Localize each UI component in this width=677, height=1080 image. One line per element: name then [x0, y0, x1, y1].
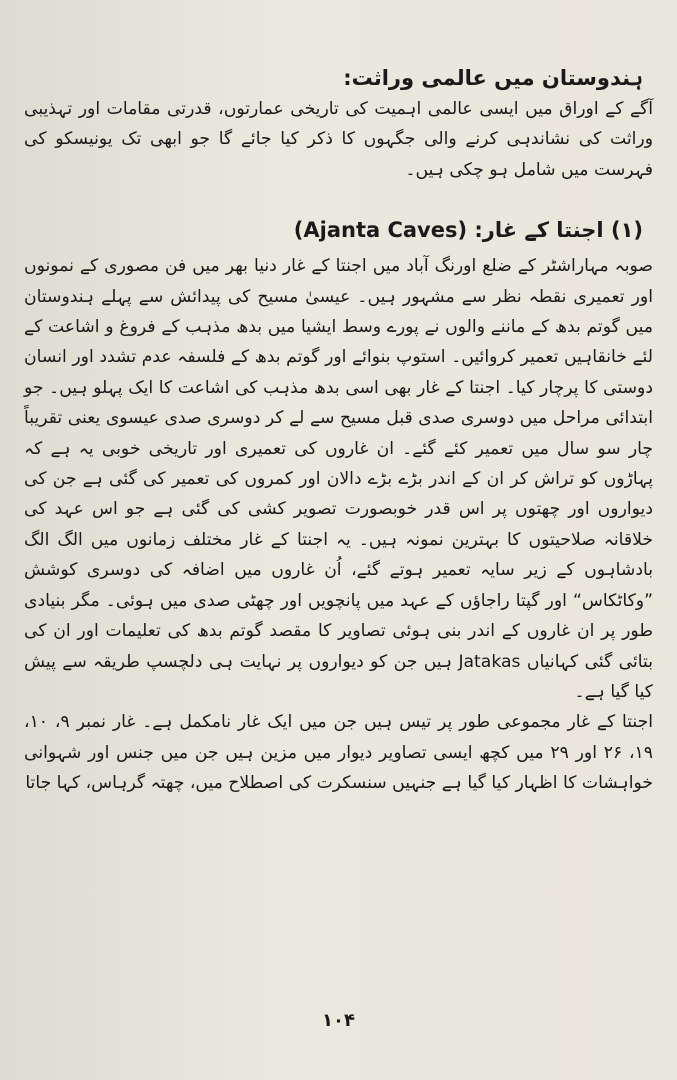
section-title: [24, 213, 643, 247]
intro-paragraph: آگے کے اوراق میں ایسی عالمی اہمیت کی تاریخی عمارتوں، قدرتی مقامات اور تہذیبی وراثت کی نشاندہی کرنے والی جگہوں کا ذکر کیا جائے گا جو ابھی تک یونیسکو کی فہرست میں شامل ہو چکی ہیں۔: [24, 99, 653, 180]
section-number: (۱): [610, 218, 643, 243]
page-content: [24, 62, 653, 799]
page-number: ۱۰۴: [322, 1010, 355, 1031]
body-paragraph-2: اجنتا کے غار مجموعی طور پر تیس ہیں جن میں ایک غار نامکمل ہے۔ غار نمبر ۹، ۱۰، ۱۹، ۲۶ اور ۲۹ میں کچھ ایسی تصاویر دیوار میں مزین ہیں جن میں جنس اور شہوانی خواہشات کا اظہار کیا گیا ہے جنہیں سنسکرت کی اصطلاح میں، چھتہ گرہاس، کہا جاتا: [24, 712, 654, 794]
page-heading: ہندوستان میں عالمی وراثت:: [343, 66, 643, 90]
section-title-text: اجنتا کے غار:: [474, 218, 604, 243]
body-paragraph-1: صوبہ مہاراشٹر کے ضلع اورنگ آباد میں اجنتا کے غار دنیا بھر میں فن مصوری کے نمونوں اور تعمیری نقطہ نظر سے مشہور ہیں۔ عیسیٰ مسیح کی پیدائش سے پہلے ہندوستان میں گوتم بدھ کے ماننے والوں نے پورے وسط ایشیا میں بدھ مذہب کے فروغ و اشاعت کے لئے خانقاہیں تعمیر کروائیں۔ استوپ بنوائے اور گوتم بدھ کے فلسفہ عدم تشدد اور انسان دوستی کا پرچار کیا۔ اجنتا کے غار بھی اسی بدھ مذہب کی اشاعت کا ایک پہلو ہیں۔ جو ابتدائی مراحل میں دوسری صدی قبل مسیح سے لے کر دوسری صدی عیسوی یعنی تقریباً چار سو سال میں تعمیر کئے گئے۔ ان غاروں کی تعمیری اور تاریخی خوبی یہ ہے کہ پہاڑوں کو تراش کر ان کے اندر بڑے بڑے دالان اور کمروں کی تعمیر کی گئی ہے جن کی دیواروں اور چھتوں پر اس قدر خوبصورت تصویر کشی کی گئی ہے جو اس عہد کی خلاقانہ صلاحیتوں کا بہترین نمونہ ہیں۔ یہ اجنتا کے غار مختلف زمانوں میں الگ الگ بادشاہوں کے زیر سایہ تعمیر ہوتے گئے، اُن غاروں میں اضافہ کی دوسری کوشش ”وکاٹکاس“ اور گپتا راجاؤں کے عہد میں پانچویں اور چھٹی صدی میں ہوئی۔ مگر بنیادی طور پر ان غاروں کے اندر بنی ہوئی تصاویر کا مقصد گوتم بدھ کی تعلیمات اور ان کی بتائی گئی کہانیاں Jatakas ہیں جن کو دیواروں پر نہایت ہی دلچسپ طریقہ سے پیش کیا گیا ہے۔: [24, 256, 653, 702]
section-title-latin: (Ajanta Caves): [293, 218, 468, 243]
